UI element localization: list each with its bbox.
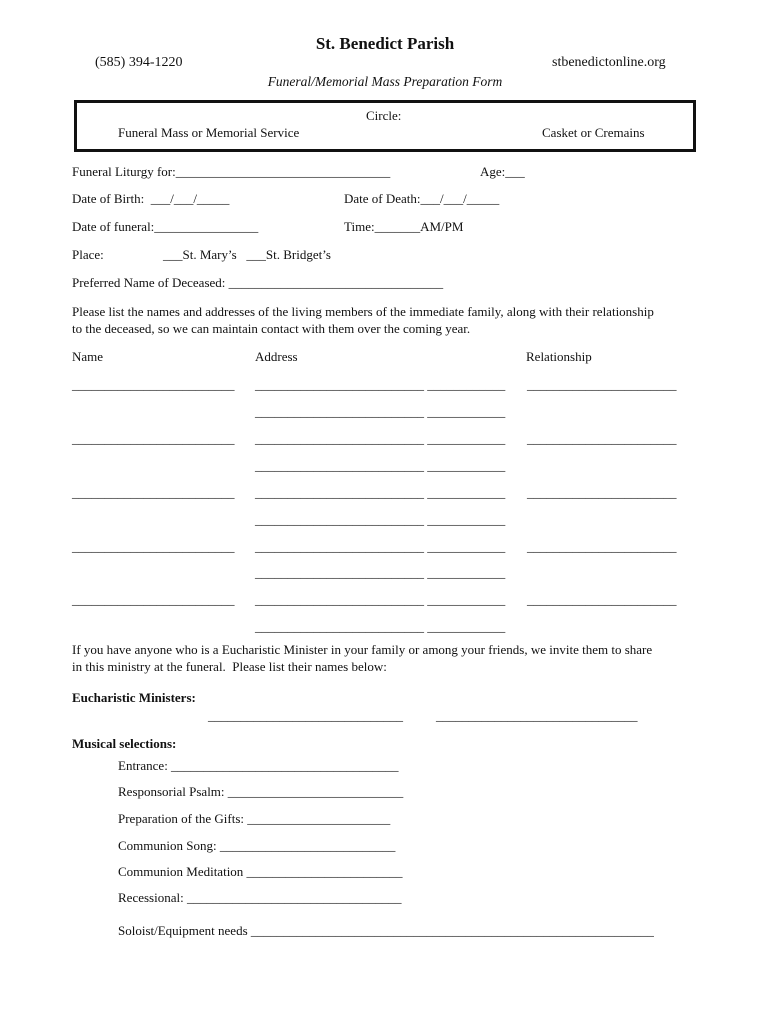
ministers-intro-line-1: If you have anyone who is a Eucharistic Minister in your family or among your friends, we invite them to share [72,642,653,657]
preparation-of-gifts-field[interactable]: Preparation of the Gifts: ______________________ [118,811,391,826]
family-instructions-line-1: Please list the names and addresses of the living members of the immediate family, along with their relationship [72,304,654,319]
date-of-birth-field[interactable]: Date of Birth: ___/___/_____ [72,191,230,206]
circle-label: Circle: [366,108,402,123]
family-relationship-blank[interactable]: _______________________ [527,592,677,607]
eucharistic-ministers-heading: Eucharistic Ministers: [72,690,196,705]
column-header-relationship: Relationship [526,349,592,364]
column-header-name: Name [72,349,104,364]
preferred-name-field[interactable]: Preferred Name of Deceased: _________________________________ [72,275,444,290]
recessional-field[interactable]: Recessional: _________________________________ [118,890,402,905]
communion-song-field[interactable]: Communion Song: ___________________________ [118,838,396,853]
family-relationship-blank[interactable]: _______________________ [527,431,677,446]
family-name-blank[interactable]: _________________________ [72,431,235,446]
family-instructions-line-2: to the deceased, so we can maintain contact with them over the coming year. [72,321,471,336]
family-address-blank[interactable]: __________________________ ____________ [255,431,506,446]
family-address-blank[interactable]: __________________________ ____________ [255,377,506,392]
family-relationship-blank[interactable]: _______________________ [527,485,677,500]
column-header-address: Address [255,349,298,364]
communion-meditation-field[interactable]: Communion Meditation ________________________ [118,864,403,879]
family-name-blank[interactable]: _________________________ [72,539,235,554]
family-address-blank[interactable]: __________________________ ____________ [255,565,506,580]
eucharistic-minister-blank-1[interactable]: ______________________________ [208,708,403,723]
parish-website: stbenedictonline.org [552,55,666,70]
date-of-funeral-field[interactable]: Date of funeral:________________ [72,219,259,234]
family-relationship-blank[interactable]: _______________________ [527,539,677,554]
family-address-blank[interactable]: __________________________ ____________ [255,512,506,527]
eucharistic-minister-blank-2[interactable]: _______________________________ [436,708,638,723]
parish-phone: (585) 394-1220 [95,55,183,70]
family-address-blank[interactable]: __________________________ ____________ [255,539,506,554]
family-address-blank[interactable]: __________________________ ____________ [255,592,506,607]
responsorial-psalm-field[interactable]: Responsorial Psalm: ___________________________ [118,784,404,799]
family-name-blank[interactable]: _________________________ [72,377,235,392]
time-field[interactable]: Time:_______AM/PM [344,219,464,234]
family-name-blank[interactable]: _________________________ [72,592,235,607]
funeral-liturgy-for-field[interactable]: Funeral Liturgy for:_________________________________ [72,164,391,179]
age-field[interactable]: Age:___ [480,164,525,179]
place-options[interactable]: ___St. Mary’s ___St. Bridget’s [163,247,331,262]
family-address-blank[interactable]: __________________________ ____________ [255,485,506,500]
family-address-blank[interactable]: __________________________ ____________ [255,619,506,634]
musical-selections-heading: Musical selections: [72,736,177,751]
soloist-equipment-field[interactable]: Soloist/Equipment needs ______________________________________________________________ [118,923,654,938]
family-address-blank[interactable]: __________________________ ____________ [255,458,506,473]
option-funeral-or-memorial[interactable]: Funeral Mass or Memorial Service [118,125,300,140]
family-name-blank[interactable]: _________________________ [72,485,235,500]
family-address-blank[interactable]: __________________________ ____________ [255,404,506,419]
place-label: Place: [72,247,104,262]
ministers-intro-line-2: in this ministry at the funeral. Please list their names below: [72,659,387,674]
form-title: Funeral/Memorial Mass Preparation Form [267,74,503,89]
entrance-field[interactable]: Entrance: ___________________________________ [118,758,399,773]
option-casket-or-cremains[interactable]: Casket or Cremains [542,125,645,140]
parish-name: St. Benedict Parish [315,34,455,53]
date-of-death-field[interactable]: Date of Death:___/___/_____ [344,191,500,206]
family-relationship-blank[interactable]: _______________________ [527,377,677,392]
